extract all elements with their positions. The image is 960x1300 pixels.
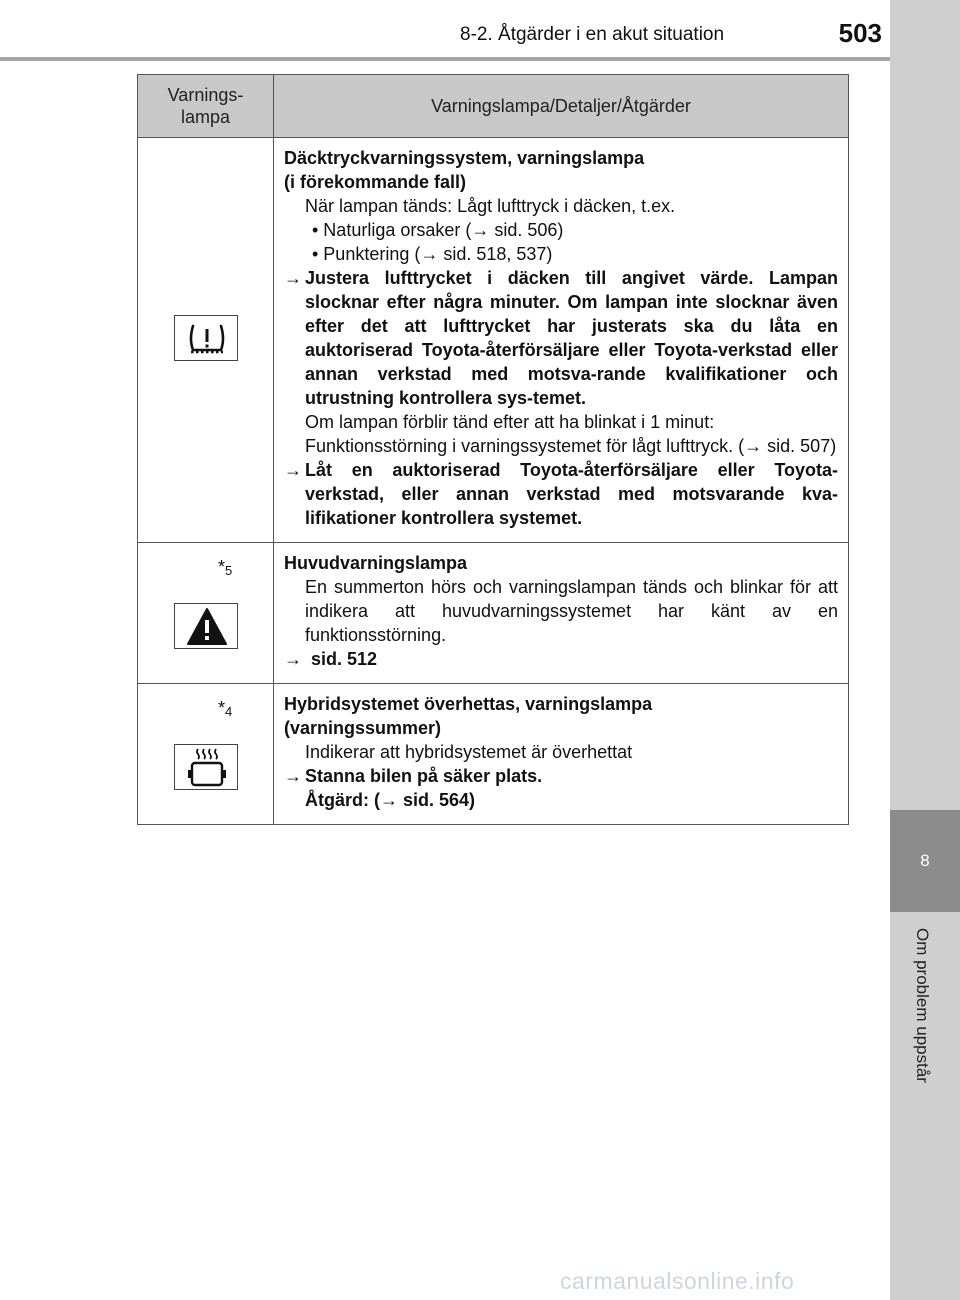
arrow-icon: → [284, 766, 302, 786]
footnote-star: * [218, 557, 226, 577]
warning-lamp-table [137, 74, 849, 825]
lamp-cell [138, 138, 274, 543]
lamp-title: Hybridsystemet överhettas, varningslampa [284, 694, 653, 714]
footnote-number: 4 [225, 704, 233, 719]
lamp-details-cell [274, 543, 849, 684]
lamp-title-note: (varningssummer) [284, 718, 442, 738]
hybrid-system-overheat-icon [174, 744, 238, 790]
lamp-description: När lampan tänds: Lågt lufttryck i däcken, t.ex. [305, 196, 676, 216]
lamp-title: Däcktryckvarningssystem, varningslampa [284, 148, 645, 168]
lamp-note: Funktionsstörning i varningssystemet för lågt lufttryck. (→ sid. 507) [305, 436, 837, 456]
action-line [284, 266, 838, 410]
cause-bullet: • Punktering (→ sid. 518, 537) [312, 244, 553, 264]
lamp-note: Om lampan förblir tänd efter att ha blinkat i 1 minut: [305, 412, 715, 432]
column-header-details: Varningslampa/Detaljer/Åtgärder [274, 75, 849, 138]
column-header-lamp-line1: Varnings- [167, 85, 244, 105]
section-title: 8-2. Åtgärder i en akut situation [460, 24, 725, 45]
action-text: Justera lufttrycket i däcken till angivet värde. Lampan slocknar efter några minuter. Om lampan inte slocknar även efter det att lufttrycket har justerats ska du låta en auktoriserad Toyota-återförsäljare eller Toyota-verkstad eller annan verkstad med motsva-rande kvalifikationer och utrustning kontrollera sys-temet. [305, 268, 838, 408]
column-header-lamp-line2: lampa [180, 107, 231, 127]
action-line [284, 764, 838, 788]
action-reference: Åtgärd: (→ sid. 564) [305, 790, 476, 810]
master-warning-icon [174, 603, 238, 649]
action-line [284, 458, 838, 530]
cause-bullet: • Naturliga orsaker (→ sid. 506) [312, 220, 564, 240]
tire-pressure-warning-icon [174, 315, 238, 361]
lamp-details-cell [274, 138, 849, 543]
header-divider [0, 57, 890, 61]
lamp-description: Indikerar att hybridsystemet är överhettat [305, 742, 633, 762]
chapter-side-tab [890, 0, 960, 1300]
arrow-icon: → [284, 268, 302, 288]
chapter-number: 8 [890, 810, 960, 912]
lamp-title: Huvudvarningslampa [284, 553, 468, 573]
lamp-cell [138, 543, 274, 684]
table-header-row [138, 75, 849, 138]
lamp-title-note: (i förekommande fall) [284, 172, 467, 192]
action-text: Låt en auktoriserad Toyota-återförsäljare eller Toyota-verkstad, eller annan verkstad med motsvarande kva-lifikationer kontrollera systemet. [305, 460, 838, 528]
footnote-number: 5 [225, 563, 233, 578]
table-row [138, 684, 849, 825]
lamp-details-cell [274, 684, 849, 825]
lamp-cell [138, 684, 274, 825]
action-text: Stanna bilen på säker plats. [305, 766, 543, 786]
footnote-star: * [218, 698, 226, 718]
arrow-icon: → [284, 649, 302, 669]
lamp-description: En summerton hörs och varningslampan tänds och blinkar för att indikera att huvudvarningssystemet har känt av en funktionsstörning. [305, 577, 838, 645]
arrow-icon: → [284, 460, 302, 480]
chapter-label: Om problem uppstår [913, 928, 932, 1083]
action-line [284, 647, 838, 671]
page-reference: sid. 512 [311, 649, 378, 669]
column-header-lamp [138, 75, 274, 138]
table-row [138, 543, 849, 684]
watermark: carmanualsonline.info [560, 1268, 795, 1294]
page-number: 503 [838, 18, 882, 48]
footnote-mark [218, 557, 232, 578]
footnote-mark [218, 698, 232, 719]
table-row [138, 138, 849, 543]
